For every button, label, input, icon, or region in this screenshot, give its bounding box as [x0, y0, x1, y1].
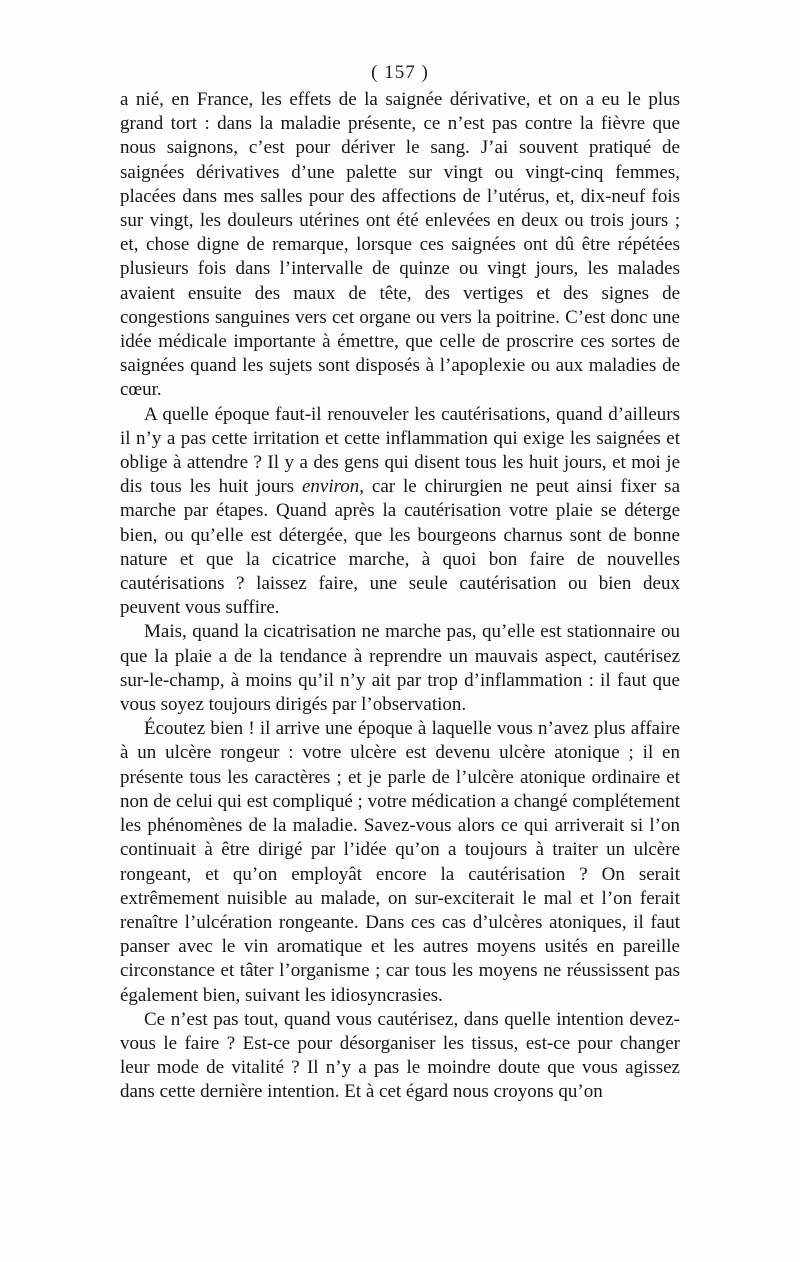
- paragraph: a nié, en France, les effets de la saignée dérivative, et on a eu le plus grand tort : dans la maladie présente, ce n’est pas contre la fièvre que nous saignons, c’est pour dériver le sang. J’ai souvent pratiqué de saignées dérivatives d’une palette sur vingt ou vingt-cinq femmes, placées dans mes salles pour des affections de l’utérus, et, dix-neuf fois sur vingt, les douleurs utérines ont été enlevées en deux ou trois jours ; et, chose digne de remarque, lorsque ces saignées ont dû être répétées plusieurs fois dans l’intervalle de quinze ou vingt jours, les malades avaient ensuite des maux de tête, des vertiges et des signes de congestions sanguines vers cet organe ou vers la poitrine. C’est donc une idée médicale importante à émettre, que celle de proscrire ces sortes de saignées quand les sujets sont disposés à l’apoplexie ou aux maladies de cœur.: [120, 89, 680, 401]
- italic-word: environ,: [301, 476, 365, 498]
- paragraph-text: car le chirurgien ne peut ainsi fixer sa marche par étapes. Quand après la cautérisation votre plaie se déterge bien, ou qu’elle est détergée, que les bourgeons charnus sont de bonne nature et que la cicatrice marche, à quoi bon faire de nouvelles cautérisations ? laissez faire, une seule cautérisation ou bien deux peuvent vous suffire.: [120, 476, 680, 619]
- paragraph: Mais, quand la cicatrisation ne marche pas, qu’elle est stationnaire ou que la plaie a de la tendance à reprendre un mauvais aspect, cautérisez sur-le-champ, à moins qu’il n’y ait par trop d’inflammation : il faut que vous soyez toujours dirigés par l’observation.: [120, 621, 680, 716]
- paragraph: Ce n’est pas tout, quand vous cautérisez, dans quelle intention devez-vous le faire ? Est-ce pour désorganiser les tissus, est-ce pour changer leur mode de vitalité ? Il n’y a pas le moindre doute que vous agissez dans cette dernière intention. Et à cet égard nous croyons qu’on: [120, 1008, 680, 1103]
- page-number: ( 157 ): [371, 62, 429, 83]
- body-text: [120, 88, 680, 1105]
- paragraph: Écoutez bien ! il arrive une époque à laquelle vous n’avez plus affaire à un ulcère rongeur : votre ulcère est devenu ulcère atonique ; il en présente tous les caractères ; et je parle de l’ulcère atonique ordinaire et non de celui qui est compliqué ; votre médication a changé complétement les phénomènes de la maladie. Savez-vous alors ce qui arriverait si l’on continuait à être dirigé par l’idée qu’on a toujours à traiter un ulcère rongeant, et qu’on employât encore la cautérisation ? On serait extrêmement nuisible au malade, on sur-exciterait le mal et l’on ferait renaître l’ulcération rongeante. Dans ces cas d’ulcères atoniques, il faut panser avec le vin aromatique et les autres moyens usités en pareille circonstance et tâter l’organisme ; car tous les moyens ne réussissent pas également bien, suivant les idiosyncrasies.: [120, 718, 680, 1006]
- paragraph: [120, 403, 680, 621]
- paragraph-text: A quelle époque faut-il renouveler les cautérisations, quand d’ailleurs il n’y a pas cette irritation et cette inflammation qui exige les saignées et oblige à attendre ? Il y a des gens qui disent tous les huit jours, et moi je dis tous les huit jours: [120, 403, 680, 498]
